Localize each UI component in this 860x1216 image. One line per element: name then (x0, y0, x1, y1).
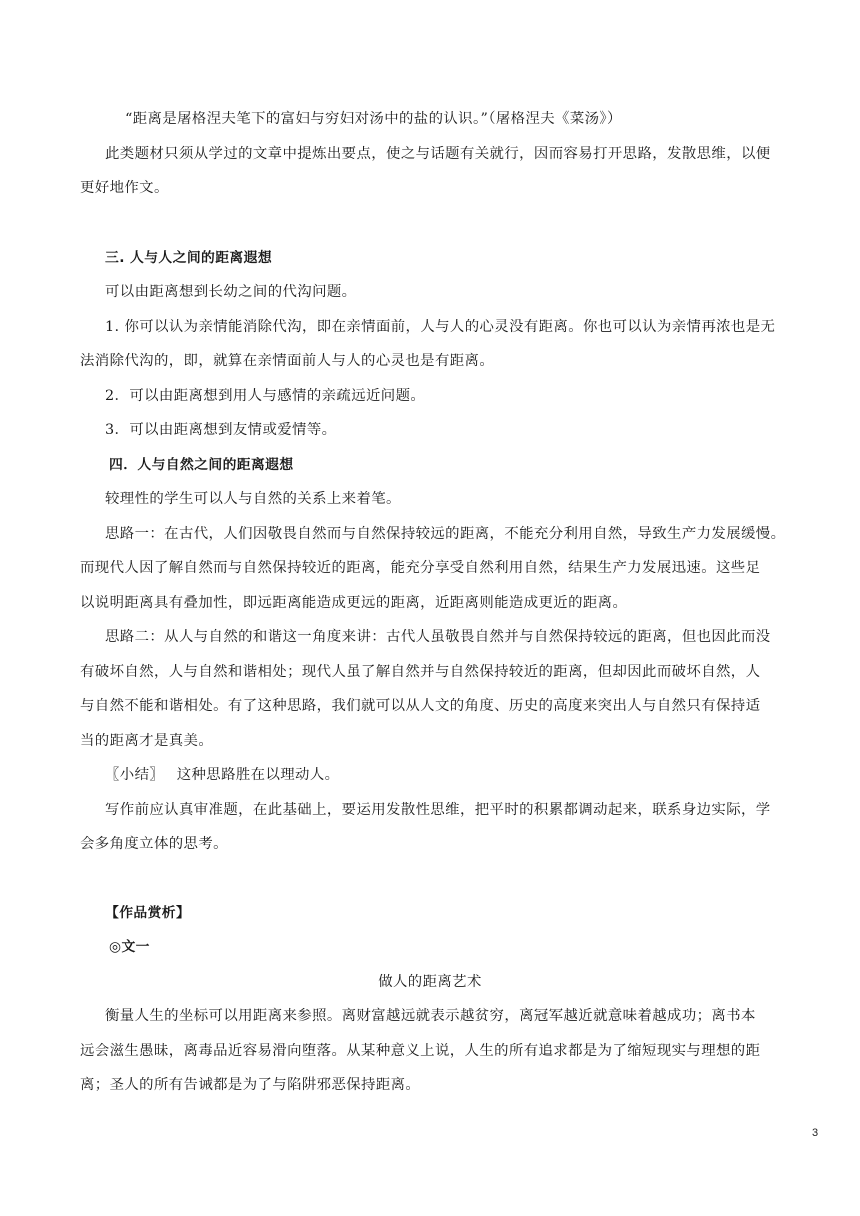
paragraph-line: 可以由距离想到长幼之间的代沟问题。 (105, 284, 357, 300)
article-paragraph-line: 远会滋生愚昧，离毒品近容易滑向堕落。从某种意义上说，人生的所有追求都是为了缩短现实与理想的距 (80, 1043, 761, 1059)
list-item-3: 3．可以由距离想到友情或爱情等。 (105, 422, 337, 438)
section-heading-works: 【作品赏析】 (105, 905, 191, 921)
subheading-article-1: ◎文一 (109, 939, 150, 955)
paragraph-line: 写作前应认真审准题，在此基础上，要运用发散性思维，把平时的积累都调动起来，联系身边实际，学 (105, 802, 771, 818)
list-item-2: 2．可以由距离想到用人与感情的亲疏远近问题。 (105, 388, 426, 404)
paragraph-line: 当的距离才是真美。 (80, 733, 214, 749)
paragraph-line: 而现代人因了解自然而与自然保持较近的距离，能充分享受自然利用自然，结果生产力发展迅速。这些足 (80, 560, 761, 576)
article-title: 做人的距离艺术 (378, 974, 482, 990)
section-heading-3: 三. 人与人之间的距离遐想 (105, 250, 273, 266)
paragraph-line: 较理性的学生可以人与自然的关系上来着笔。 (105, 491, 401, 507)
summary-line: 〖小结〗 这种思路胜在以理动人。 (105, 767, 340, 783)
paragraph-line: 与自然不能和谐相处。有了这种思路，我们就可以从人文的角度、历史的高度来突出人与自然只有保持适 (80, 698, 761, 714)
article-paragraph-line: 离；圣人的所有告诫都是为了与陷阱邪恶保持距离。 (80, 1077, 421, 1093)
page-number: 3 (812, 1127, 819, 1139)
paragraph-line: 思路二：从人与自然的和谐这一角度来讲：古代人虽敬畏自然并与自然保持较远的距离，但也因此而没 (105, 629, 771, 645)
quote-line: “距离是屠格涅夫笔下的富妇与穷妇对汤中的盐的认识。”（屠格涅夫《菜汤》） (125, 111, 622, 127)
paragraph-line: 以说明距离具有叠加性，即远距离能造成更远的距离，近距离则能造成更近的距离。 (80, 595, 628, 611)
paragraph-line: 有破坏自然，人与自然和谐相处；现代人虽了解自然并与自然保持较近的距离，但却因此而破坏自然，人 (80, 664, 761, 680)
paragraph-line: 更好地作文。 (80, 180, 169, 196)
paragraph-line: 此类题材只须从学过的文章中提炼出要点，使之与话题有关就行，因而容易打开思路，发散思维，以便 (105, 146, 771, 162)
list-item-1: 1. 你可以认为亲情能消除代沟，即在亲情面前，人与人的心灵没有距离。你也可以认为亲情再浓也是无 (105, 319, 776, 335)
section-heading-4: 四．人与自然之间的距离遐想 (109, 457, 294, 473)
paragraph-line: 法消除代沟的，即，就算在亲情面前人与人的心灵也是有距离。 (80, 353, 495, 369)
article-paragraph-line: 衡量人生的坐标可以用距离来参照。离财富越远就表示越贫穷，离冠军越近就意味着越成功；离书本 (105, 1008, 756, 1024)
paragraph-line: 会多角度立体的思考。 (80, 836, 228, 852)
paragraph-line: 思路一：在古代，人们因敬畏自然而与自然保持较远的距离，不能充分利用自然，导致生产力发展缓慢。 (105, 526, 786, 542)
